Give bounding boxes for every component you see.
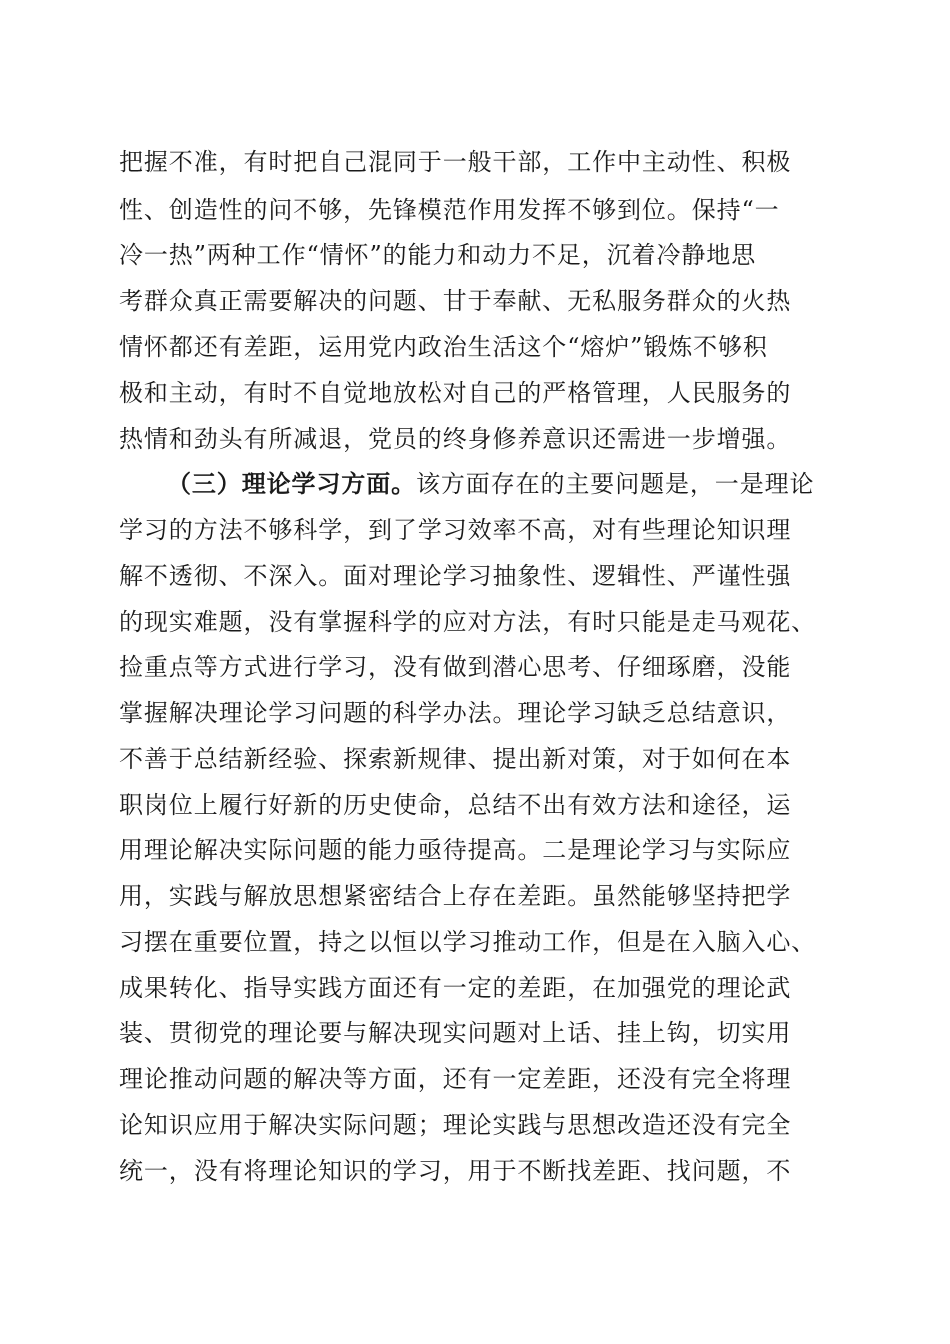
- paragraph-2-line-13: 理论推动问题的解决等方面，还有一定差距，还没有完全将理: [119, 1065, 792, 1093]
- section-heading: （三）理论学习方面。: [167, 469, 416, 498]
- paragraph-2-line-4: 捡重点等方式进行学习，没有做到潜心思考、仔细琢磨，没能: [119, 653, 792, 681]
- paragraph-2-line-7: 职岗位上履行好新的历史使命，总结不出有效方法和途径，运: [119, 791, 792, 819]
- paragraph-1-line-2: 性、创造性的问不够，先锋模范作用发挥不够到位。保持“一: [119, 196, 780, 224]
- paragraph-2-line-11: 成果转化、指导实践方面还有一定的差距，在加强党的理论武: [119, 974, 792, 1002]
- section-three-first-line: [167, 464, 887, 504]
- paragraph-1-line-4: 考群众真正需要解决的问题、甘于奉献、无私服务群众的火热: [119, 287, 792, 315]
- paragraph-1-line-1: 把握不准，有时把自己混同于一般干部，工作中主动性、积极: [119, 148, 792, 176]
- paragraph-2-line-12: 装、贯彻党的理论要与解决现实问题对上话、挂上钩，切实用: [119, 1019, 792, 1047]
- paragraph-2-line-5: 掌握解决理论学习问题的科学办法。理论学习缺乏总结意识，: [119, 699, 792, 727]
- paragraph-1-line-3: 冷一热”两种工作“情怀”的能力和动力不足，沉着冷静地思: [119, 241, 757, 269]
- paragraph-2-line-14: 论知识应用于解决实际问题；理论实践与思想改造还没有完全: [119, 1111, 792, 1139]
- paragraph-1-line-6: 极和主动，有时不自觉地放松对自己的严格管理，人民服务的: [119, 379, 792, 407]
- paragraph-2-line-10: 习摆在重要位置，持之以恒以学习推动工作，但是在入脑入心、: [119, 928, 817, 956]
- paragraph-2-line-9: 用，实践与解放思想紧密结合上存在差距。虽然能够坚持把学: [119, 882, 792, 910]
- paragraph-2-line-15: 统一，没有将理论知识的学习，用于不断找差距、找问题，不: [119, 1157, 792, 1185]
- paragraph-2-line-6: 不善于总结新经验、探索新规律、提出新对策，对于如何在本: [119, 745, 792, 773]
- paragraph-2-line-1: 学习的方法不够科学，到了学习效率不高，对有些理论知识理: [119, 516, 792, 544]
- paragraph-1-line-5: 情怀都还有差距，运用党内政治生活这个“熔炉”锻炼不够积: [119, 333, 768, 361]
- section-first-line-rest: 该方面存在的主要问题是，一是理论: [416, 470, 815, 498]
- paragraph-2-line-3: 的现实难题，没有掌握科学的应对方法，有时只能是走马观花、: [119, 608, 817, 636]
- paragraph-2-line-8: 用理论解决实际问题的能力亟待提高。二是理论学习与实际应: [119, 836, 792, 864]
- paragraph-1-line-7: 热情和劲头有所减退，党员的终身修养意识还需进一步增强。: [119, 425, 792, 453]
- paragraph-2-line-2: 解不透彻、不深入。面对理论学习抽象性、逻辑性、严谨性强: [119, 562, 792, 590]
